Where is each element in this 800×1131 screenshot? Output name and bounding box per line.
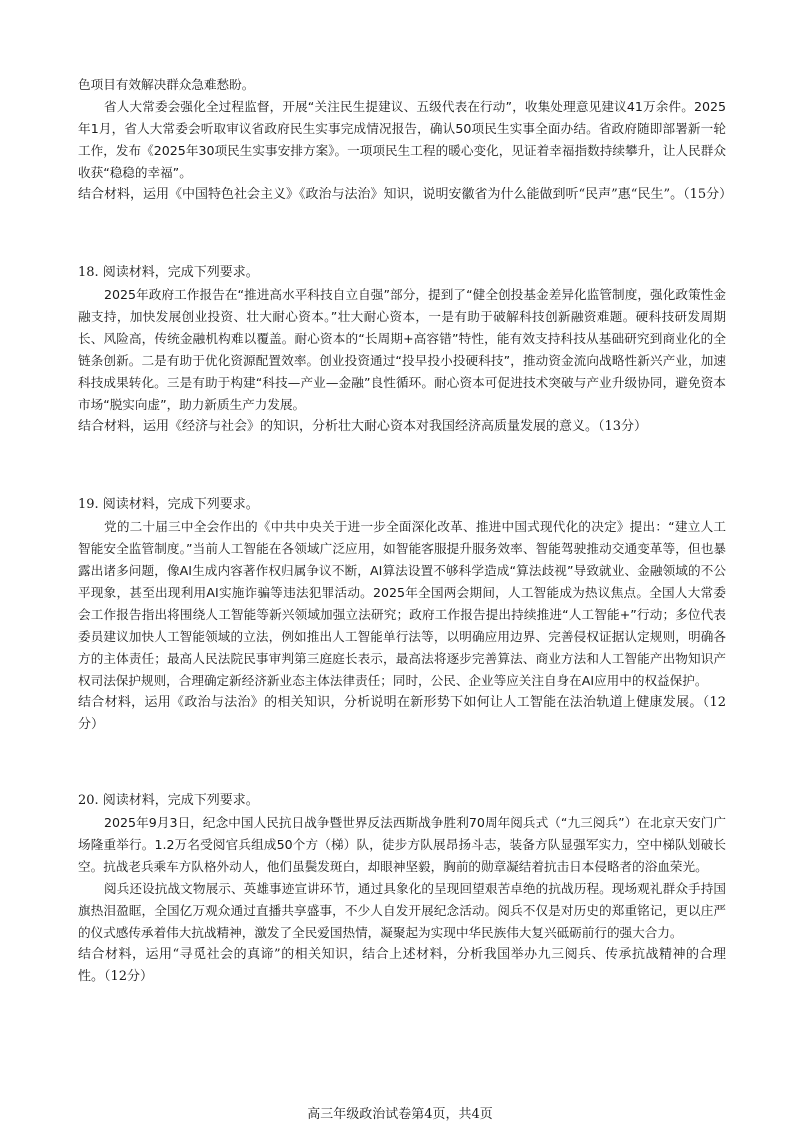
material-paragraph: 党的二十届三中全会作出的《中共中央关于进一步全面深化改革、推进中国式现代化的决定》提出：“建立人工智能安全监管制度。”当前人工智能在各领域广泛应用，如智能客服提升服务效率、智能驾驶推动交通变革等，但也暴露出诸多问题，像AI生成内容著作权归属争议不断，AI算法设置不够科学造成“算法歧视”导致就业、金融领域的不公平现象，甚至出现利用AI实施诈骗等违法犯罪活动。2025年全国两会期间，人工智能成为热议焦点。全国人大常委会工作报告指出将围绕人工智能等新兴领域加强立法研究；政府工作报告提出持续推进“人工智能+”行动；多位代表委员建议加快人工智能领域的立法，例如推出人工智能单行法等，以明确应用边界、完善侵权证据认定规则，明确各方的主体责任；最高人民法院民事审判第三庭庭长表示，最高法将逐步完善算法、商业方法和人工智能产出物知识产权司法保护规则，合理确定新经济新业态主体法律责任；同时，公民、企业等应关注自身在AI应用中的权益保护。	[78, 519, 726, 688]
page-footer: 高三年级政治试卷第4页，共4页	[307, 1107, 493, 1122]
question-prompt: 结合材料，运用“寻觅社会的真谛”的相关知识，结合上述材料，分析我国举办九三阅兵、传承抗战精神的合理性。（12分）	[78, 947, 726, 984]
question-heading: 19. 阅读材料，完成下列要求。	[78, 497, 259, 512]
question-heading: 18. 阅读材料，完成下列要求。	[78, 265, 259, 280]
question-19	[78, 494, 726, 736]
question-prompt: 结合材料，运用《中国特色社会主义》《政治与法治》知识，说明安徽省为什么能做到听“民声”惠“民生”。（15分）	[78, 187, 733, 202]
question-20	[78, 790, 726, 988]
question-18	[78, 262, 726, 438]
material-paragraph: 2025年政府工作报告在“推进高水平科技自立自强”部分，提到了“健全创投基金差异化监管制度，强化政策性金融支持，加快发展创业投资、壮大耐心资本。”壮大耐心资本，一是有助于破解科技创新融资难题。硬科技研发周期长、风险高，传统金融机构难以覆盖。耐心资本的“长周期+高容错”特性，能有效支持科技从基础研究到商业化的全链条创新。二是有助于优化资源配置效率。创业投资通过“投早投小投硬科技”，推动资金流向战略性新兴产业，加速科技成果转化。三是有助于构建“科技—产业—金融”良性循环。耐心资本可促进技术突破与产业升级协同，避免资本市场“脱实向虚”，助力新质生产力发展。	[78, 287, 726, 412]
question-prompt: 结合材料，运用《经济与社会》的知识，分析壮大耐心资本对我国经济高质量发展的意义。（13分）	[78, 419, 648, 434]
material-paragraph: 色项目有效解决群众急难愁盼。	[78, 77, 255, 92]
material-paragraph: 阅兵还设抗战文物展示、英雄事迹宣讲环节，通过具象化的呈现回望艰苦卓绝的抗战历程。现场观礼群众手持国旗热泪盈眶，全国亿万观众通过直播共享盛事，不少人自发开展纪念活动。阅兵不仅是对历史的郑重铭记，更以庄严的仪式感传承着伟大抗战精神，激发了全民爱国热情，凝聚起为实现中华民族伟大复兴砥砺前行的强大合力。	[78, 881, 726, 940]
material-paragraph: 省人大常委会强化全过程监督，开展“关注民生提建议、五级代表在行动”，收集处理意见建议41万余件。2025年1月，省人大常委会听取审议省政府民生实事完成情况报告，确认50项民生实事全面办结。省政府随即部署新一轮工作，发布《2025年30项民生实事安排方案》。一项项民生工程的暖心变化，见证着幸福指数持续攀升，让人民群众收获“稳稳的幸福”。	[78, 99, 726, 180]
q17-continuation	[78, 74, 733, 206]
material-paragraph: 2025年9月3日，纪念中国人民抗日战争暨世界反法西斯战争胜利70周年阅兵式（“九三阅兵”）在北京天安门广场隆重举行。1.2万名受阅官兵组成50个方（梯）队，徒步方队展昂扬斗志，装备方队显强军实力，空中梯队划破长空。抗战老兵乘车方队格外动人，他们虽鬓发斑白，却眼神坚毅，胸前的勋章凝结着抗击日本侵略者的浴血荣光。	[78, 815, 726, 874]
question-prompt: 结合材料，运用《政治与法治》的相关知识，分析说明在新形势下如何让人工智能在法治轨道上健康发展。（12分）	[78, 695, 726, 732]
question-heading: 20. 阅读材料，完成下列要求。	[78, 793, 259, 808]
